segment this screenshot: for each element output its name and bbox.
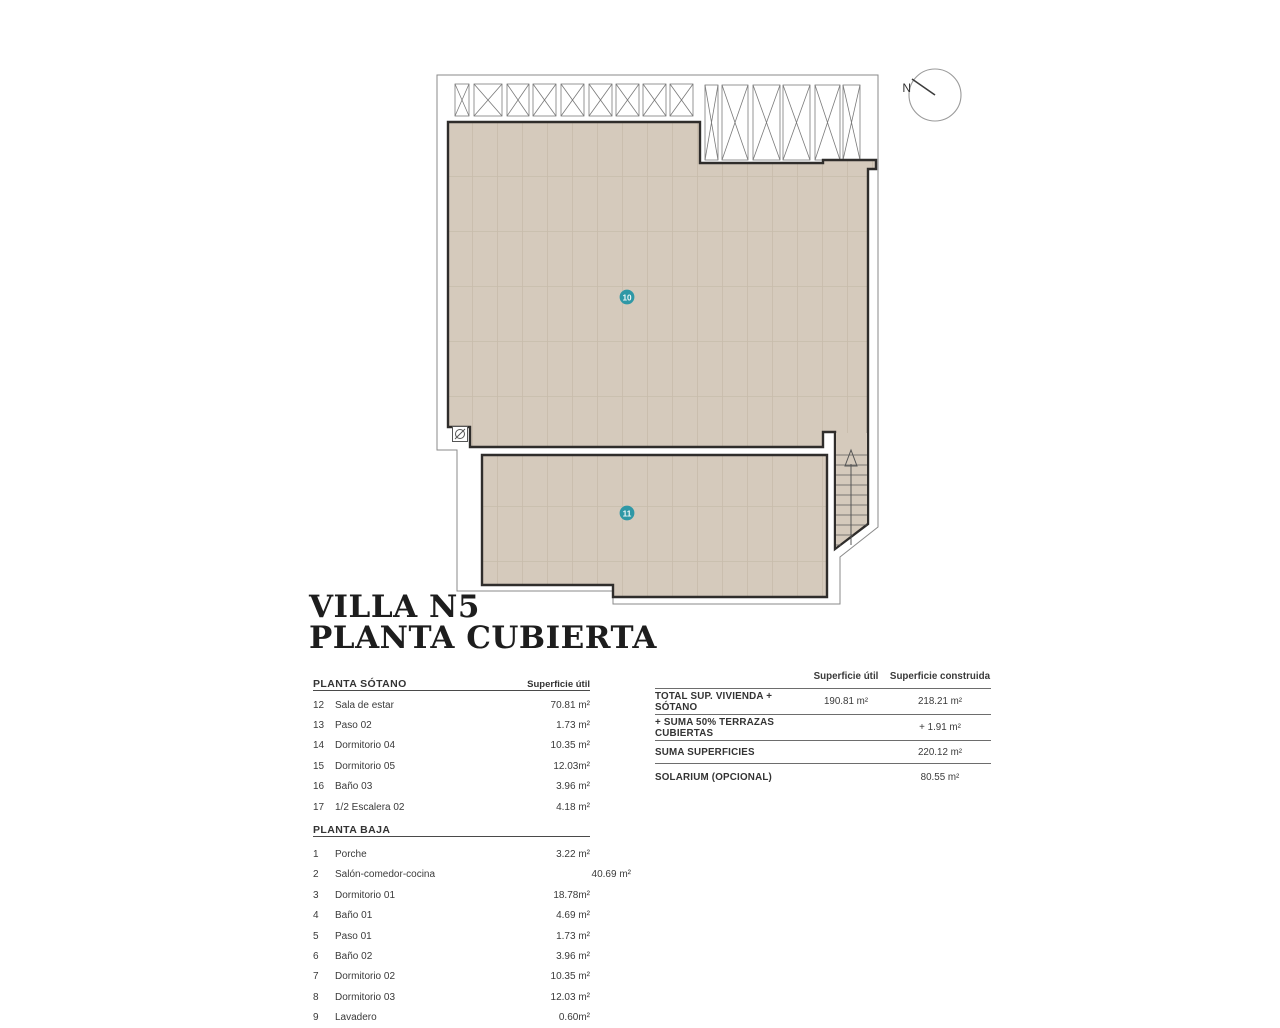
summary-constr-value: 220.12 m² (917, 746, 963, 758)
room-area-value: 70.81 m² (550, 699, 590, 711)
pergola-beams-right (705, 85, 860, 160)
table-row (313, 844, 590, 864)
room-number: 14 (313, 740, 325, 752)
pergola-beams-left (455, 84, 693, 116)
pergola-beam (783, 85, 810, 160)
table-row (313, 797, 590, 817)
room-number: 7 (313, 971, 319, 983)
room-area-value: 3.96 m² (556, 950, 590, 962)
sheet-title-line2: PLANTA CUBIERTA (309, 620, 657, 656)
room-number: 13 (313, 720, 325, 732)
summary-constr-value: 80.55 m² (920, 771, 960, 783)
table-row (313, 777, 590, 797)
sheet-title-line1: VILLA N5 (309, 589, 480, 625)
pergola-beam (843, 85, 860, 160)
room-label: Sala de estar (335, 699, 394, 711)
drain-icon (453, 427, 468, 442)
table-row (313, 946, 590, 966)
room-number: 3 (313, 889, 319, 901)
summary-constr-value: 218.21 m² (917, 696, 963, 707)
room-label: Dormitorio 02 (335, 971, 396, 983)
pergola-beam (643, 84, 666, 116)
table-row (313, 885, 590, 905)
table-header-baja (313, 817, 590, 837)
room-area-value: 10.35 m² (550, 971, 590, 983)
room-number: 9 (313, 1012, 319, 1024)
pergola-beam (670, 84, 693, 116)
pergola-beam (722, 85, 748, 160)
room-number: 8 (313, 991, 319, 1003)
summary-rows (655, 689, 991, 790)
table-row (313, 987, 590, 1007)
summary-row (655, 764, 991, 790)
summary-label: SOLARIUM (OPCIONAL) (655, 771, 772, 783)
summary-label: TOTAL SUP. VIVIENDA + SÓTANO (655, 690, 773, 713)
summary-row (655, 715, 991, 741)
pergola-beam (815, 85, 840, 160)
room-area-value: 40.69 m² (591, 869, 631, 881)
room-number: 15 (313, 760, 325, 772)
table-row (313, 756, 590, 776)
table-row (313, 695, 590, 715)
section-title-sotano: PLANTA SÓTANO (313, 678, 407, 690)
table-row (313, 926, 590, 946)
pergola-beam (705, 85, 718, 160)
pergola-beam (474, 84, 502, 116)
table-row (313, 865, 631, 885)
room-label: Paso 02 (335, 720, 372, 732)
room-area-value: 12.03m² (553, 760, 590, 772)
room-label: Salón-comedor-cocina (335, 869, 436, 881)
room-area-value: 18.78m² (553, 889, 590, 901)
north-compass (902, 69, 961, 121)
room-area-value: 10.35 m² (550, 740, 590, 752)
room-marker-10 (620, 290, 635, 305)
room-area-value: 4.69 m² (556, 910, 590, 922)
area-table (313, 668, 631, 1028)
column-header-superficie-construida: Superficie construida (889, 671, 991, 682)
table-row (313, 1007, 590, 1027)
room-label: Paso 01 (335, 930, 372, 942)
room-area-value: 1.73 m² (556, 720, 590, 732)
room-area-value: 3.22 m² (556, 849, 590, 861)
column-header-superficie-util: Superficie útil (527, 679, 590, 690)
room-number: 17 (313, 801, 325, 813)
room-number: 4 (313, 910, 319, 922)
room-label: 1/2 Escalera 02 (335, 801, 405, 813)
room-area-value: 1.73 m² (556, 930, 590, 942)
pergola-beam (753, 85, 780, 160)
north-label: N (902, 81, 911, 95)
column-header-superficie-util: Superficie útil (813, 671, 879, 682)
summary-label: SUMA SUPERFICIES (655, 746, 755, 758)
summary-constr-value: + 1.91 m² (919, 722, 961, 733)
summary-row (655, 689, 991, 715)
table-row (313, 906, 590, 926)
room-label: Dormitorio 01 (335, 889, 396, 901)
room-area-value: 12.03 m² (550, 991, 590, 1003)
room-label: Dormitorio 04 (335, 740, 396, 752)
pergola-beam (533, 84, 556, 116)
room-area-value: 4.18 m² (556, 801, 590, 813)
room-label: Baño 03 (335, 781, 373, 793)
pergola-beam (507, 84, 529, 116)
summary-header-row (655, 663, 991, 689)
pergola-beam (616, 84, 639, 116)
room-area-value: 0.60m² (558, 1012, 590, 1024)
room-number: 6 (313, 950, 319, 962)
lower-terrace (482, 455, 827, 597)
table-row (313, 736, 590, 756)
table-row (313, 967, 590, 987)
room-label: Porche (335, 849, 367, 861)
summary-label: + SUMA 50% TERRAZAS CUBIERTAS (655, 716, 775, 739)
room-label: Lavadero (335, 1012, 377, 1024)
section-title-baja: PLANTA BAJA (313, 824, 391, 837)
summary-util-value: 190.81 m² (823, 696, 869, 707)
pergola-beam (589, 84, 612, 116)
room-number: 16 (313, 781, 325, 793)
room-number: 5 (313, 930, 319, 942)
pergola-beam (561, 84, 584, 116)
room-marker-11-label: 11 (622, 509, 632, 519)
room-label: Baño 02 (335, 950, 373, 962)
pergola-beam (455, 84, 469, 116)
room-label: Baño 01 (335, 910, 373, 922)
room-marker-11 (620, 506, 635, 521)
summary-row (655, 741, 991, 764)
room-marker-10-label: 10 (622, 293, 632, 303)
room-number: 2 (313, 869, 319, 881)
summary-table (655, 663, 991, 790)
room-label: Dormitorio 03 (335, 991, 396, 1003)
table-header-sotano (313, 668, 590, 691)
room-number: 1 (313, 849, 319, 861)
baja-rows (313, 844, 631, 1028)
table-row (313, 715, 590, 735)
sheet-title (309, 589, 657, 656)
sotano-rows (313, 695, 590, 817)
room-area-value: 3.96 m² (556, 781, 590, 793)
room-number: 12 (313, 699, 325, 711)
room-label: Dormitorio 05 (335, 760, 396, 772)
